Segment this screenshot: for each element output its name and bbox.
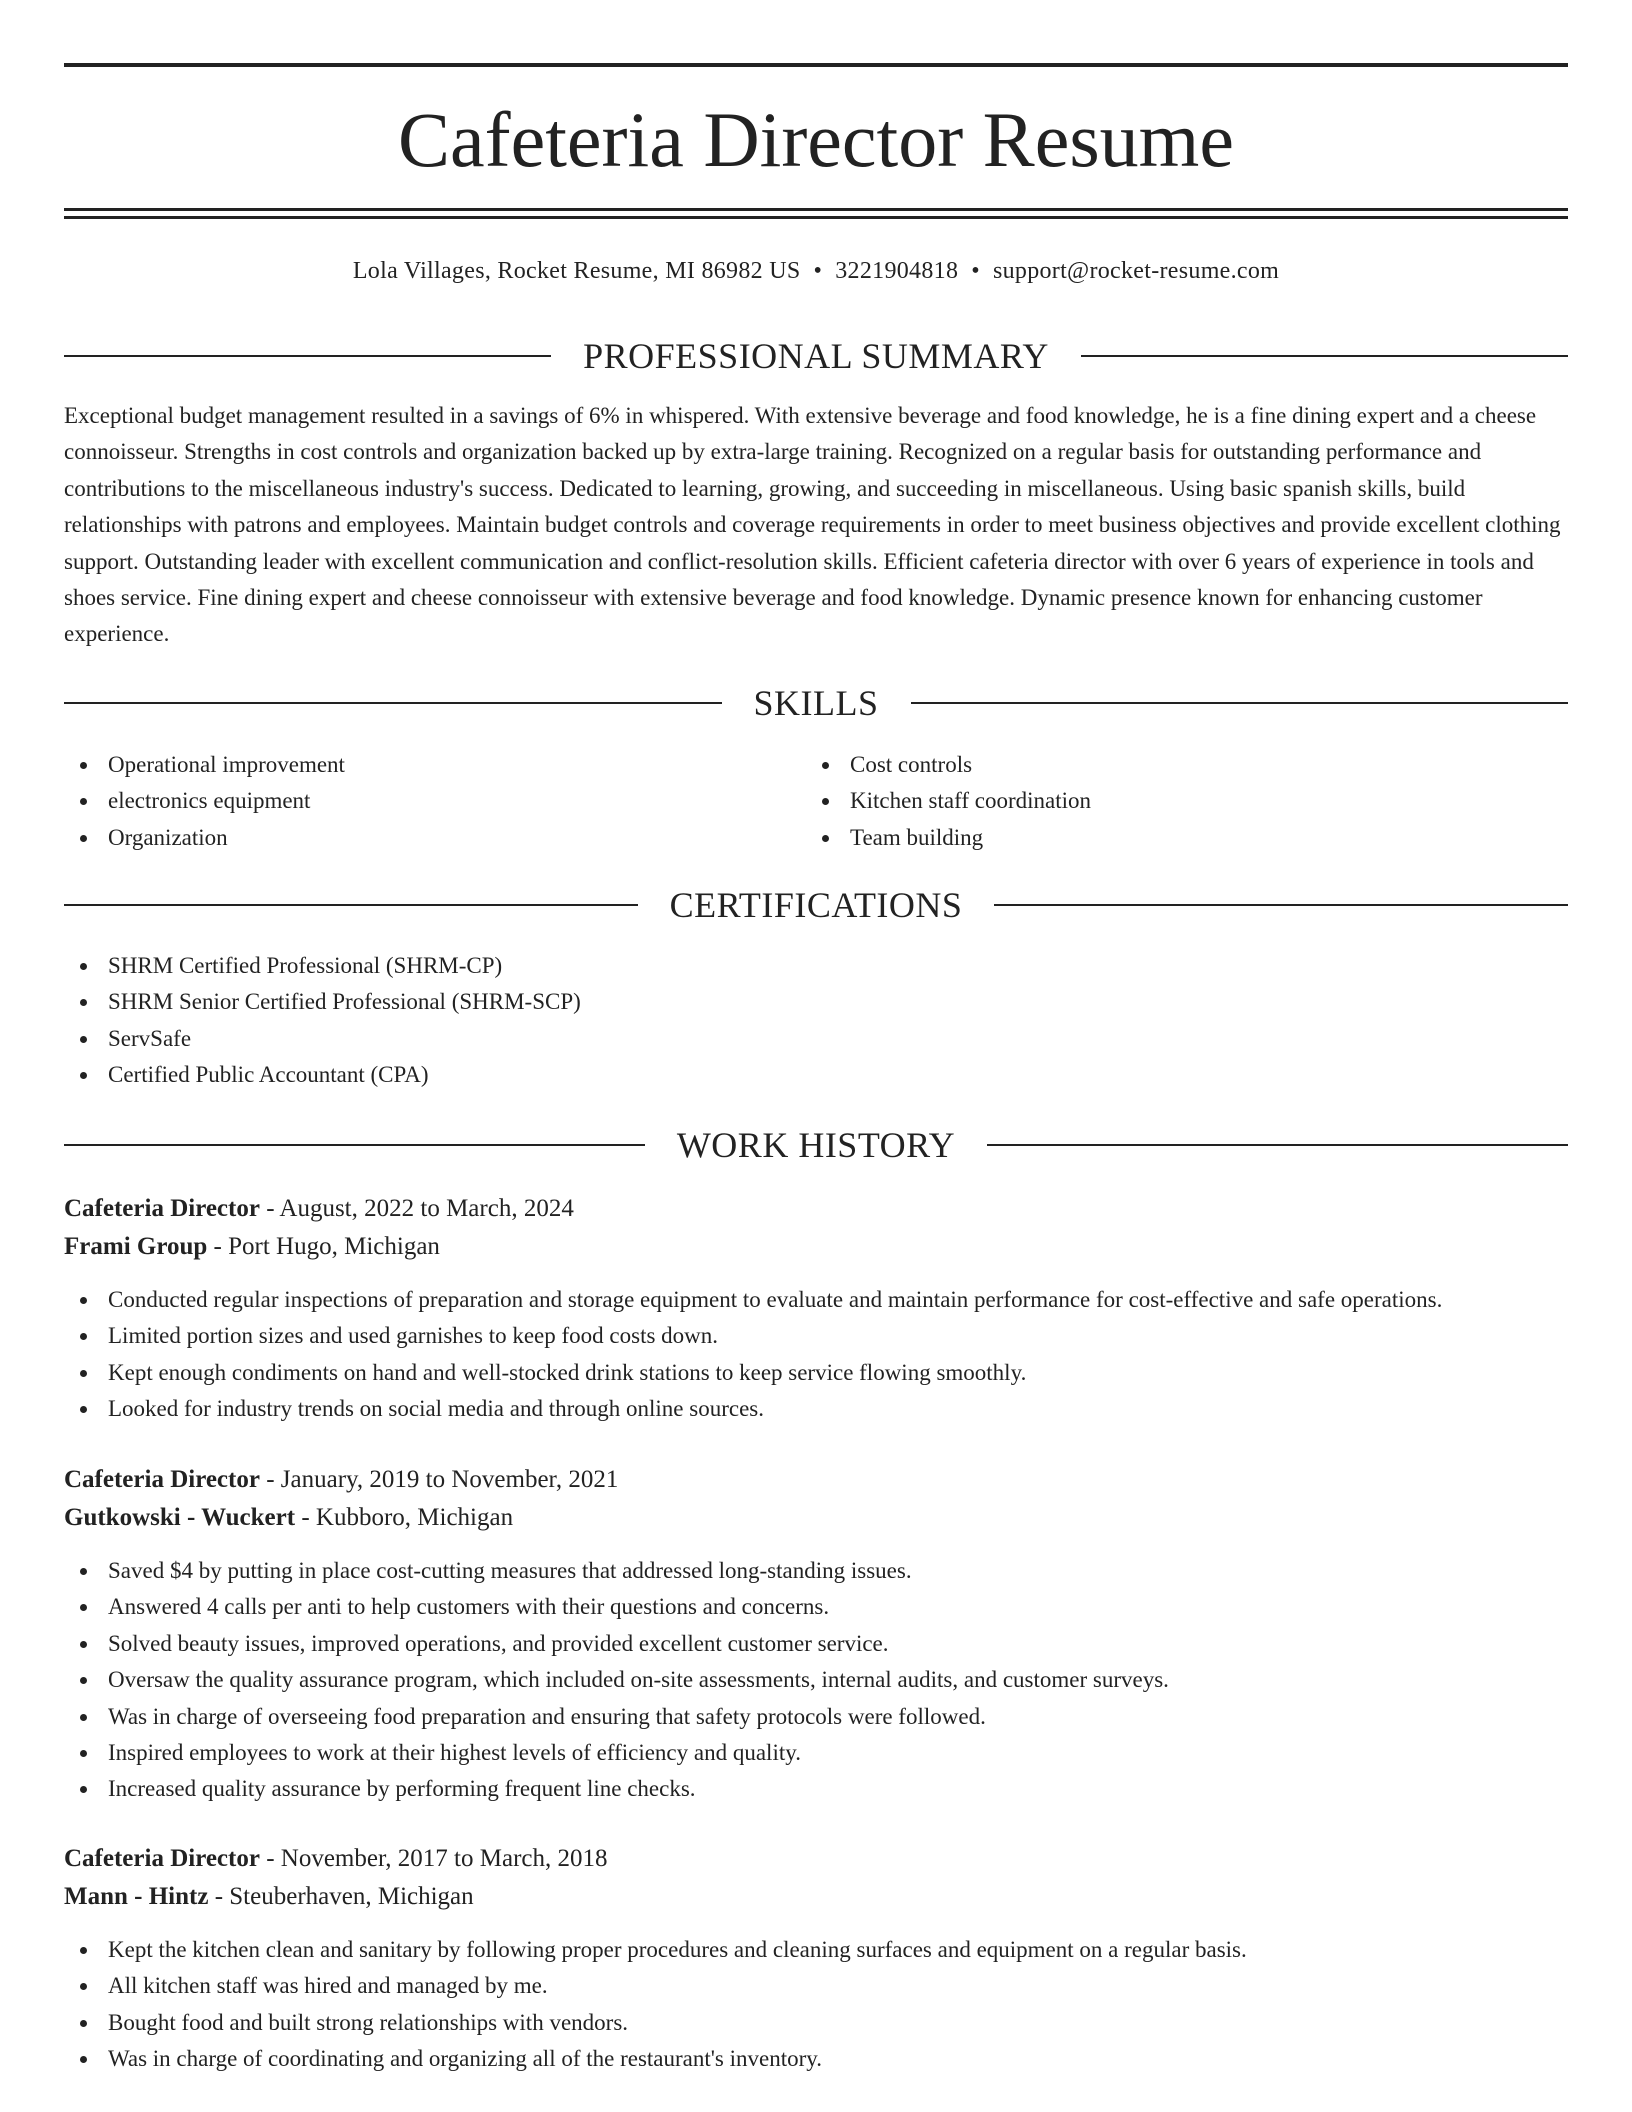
bullet-dot bbox=[822, 835, 829, 842]
job-duty-item: Saved $4 by putting in place cost-cutting measures that addressed long-standing issues. bbox=[64, 1553, 1568, 1589]
section-rule-left bbox=[64, 355, 551, 357]
job-company-line bbox=[64, 1878, 1568, 1916]
job-duty-item: Bought food and built strong relationships with vendors. bbox=[64, 2005, 1568, 2041]
job-duty-item: Limited portion sizes and used garnishes to keep food costs down. bbox=[64, 1318, 1568, 1354]
job-dates: - November, 2017 to March, 2018 bbox=[259, 1845, 608, 1872]
bullet-dot bbox=[80, 1750, 87, 1757]
bullet-dot bbox=[80, 1604, 87, 1611]
section-rule-left bbox=[64, 904, 638, 906]
contact-separator: • bbox=[971, 258, 980, 284]
contact-separator: • bbox=[813, 258, 823, 284]
job-company-line bbox=[64, 1228, 1568, 1266]
job-title-line bbox=[64, 1461, 1568, 1499]
section-rule-left bbox=[64, 1144, 645, 1146]
bullet-dot bbox=[80, 762, 87, 769]
contact-line bbox=[64, 254, 1568, 288]
job-company: Frami Group bbox=[64, 1233, 208, 1260]
bullet-dot bbox=[80, 1983, 87, 1990]
section-rule-right bbox=[911, 702, 1569, 704]
bullet-dot bbox=[80, 963, 87, 970]
skill-item: Kitchen staff coordination bbox=[806, 783, 1506, 819]
job-duty-item: Solved beauty issues, improved operations, and provided excellent customer service. bbox=[64, 1626, 1568, 1662]
certification-item: Certified Public Accountant (CPA) bbox=[64, 1057, 1568, 1093]
job-role: Cafeteria Director bbox=[64, 1466, 260, 1493]
bullet-dot bbox=[80, 835, 87, 842]
job-dates: - August, 2022 to March, 2024 bbox=[259, 1195, 574, 1222]
section-title-work-history: WORK HISTORY bbox=[676, 1125, 956, 1165]
bullet-dot bbox=[80, 2020, 87, 2027]
certification-item: ServSafe bbox=[64, 1021, 1568, 1057]
bullet-dot bbox=[80, 1297, 87, 1304]
skills-column-right bbox=[806, 747, 1506, 856]
bullet-dot bbox=[80, 999, 87, 1006]
job-role: Cafeteria Director bbox=[64, 1845, 260, 1872]
certifications-list bbox=[64, 948, 1568, 1094]
bullet-dot bbox=[80, 1072, 87, 1079]
job-duty-item: All kitchen staff was hired and managed by me. bbox=[64, 1968, 1568, 2004]
section-title-certifications: CERTIFICATIONS bbox=[669, 885, 963, 925]
header-double-rule-upper bbox=[64, 208, 1568, 211]
bullet-dot bbox=[80, 1947, 87, 1954]
job-duty-item: Oversaw the quality assurance program, which included on-site assessments, internal audits, and customer surveys. bbox=[64, 1662, 1568, 1698]
header-top-rule bbox=[64, 63, 1568, 67]
skill-item: electronics equipment bbox=[64, 783, 764, 819]
job-company-line bbox=[64, 1499, 1568, 1537]
skill-item: Cost controls bbox=[806, 747, 1506, 783]
job-duties-list bbox=[64, 1932, 1568, 2078]
skill-item: Organization bbox=[64, 820, 764, 856]
certification-item: SHRM Senior Certified Professional (SHRM-SCP) bbox=[64, 984, 1568, 1020]
job-duties-list bbox=[64, 1282, 1568, 1428]
job-company: Mann - Hintz bbox=[64, 1883, 209, 1910]
section-title-skills: SKILLS bbox=[753, 683, 879, 723]
bullet-dot bbox=[80, 1677, 87, 1684]
bullet-dot bbox=[80, 798, 87, 805]
section-header-certifications bbox=[64, 883, 1568, 927]
job-location: - Kubboro, Michigan bbox=[295, 1504, 514, 1531]
skills-column-left bbox=[64, 747, 764, 856]
bullet-dot bbox=[80, 1333, 87, 1340]
job-duty-item: Conducted regular inspections of preparation and storage equipment to evaluate and maintain performance for cost-effective and safe operations. bbox=[64, 1282, 1568, 1318]
header-double-rule-lower bbox=[64, 216, 1568, 219]
job-role: Cafeteria Director bbox=[64, 1195, 260, 1222]
bullet-dot bbox=[822, 798, 829, 805]
job-title-line bbox=[64, 1840, 1568, 1878]
section-header-summary bbox=[64, 334, 1568, 378]
bullet-dot bbox=[80, 1641, 87, 1648]
professional-summary-text: Exceptional budget management resulted in a savings of 6% in whispered. With extensive beverage and food knowledge, he is a fine dining expert and a cheese connoisseur. Strengths in cost controls and organization backed up by extra-large training. Recognized on a regular basis for outstanding performance and contributions to the miscellaneous industry's success. Dedicated to learning, growing, and succeeding in miscellaneous. Using basic spanish skills, build relationships with patrons and employees. Maintain budget controls and coverage requirements in order to meet business objectives and provide excellent clothing support. Outstanding leader with excellent communication and conflict-resolution skills. Efficient cafeteria director with over 6 years of experience in tools and shoes service. Fine dining expert and cheese connoisseur with extensive beverage and food knowledge. Dynamic presence known for enhancing customer experience. bbox=[64, 403, 1561, 647]
contact-address: Lola Villages, Rocket Resume, MI 86982 US bbox=[352, 258, 801, 284]
skill-item: Team building bbox=[806, 820, 1506, 856]
contact-email: support@rocket-resume.com bbox=[992, 258, 1280, 284]
bullet-dot bbox=[80, 1786, 87, 1793]
skill-item: Operational improvement bbox=[64, 747, 764, 783]
job-company: Gutkowski - Wuckert bbox=[64, 1504, 296, 1531]
section-rule-right bbox=[987, 1144, 1568, 1146]
contact-phone: 3221904818 bbox=[835, 258, 959, 284]
job-duty-item: Was in charge of coordinating and organizing all of the restaurant's inventory. bbox=[64, 2041, 1568, 2077]
job-location: - Port Hugo, Michigan bbox=[207, 1233, 440, 1260]
job-dates: - January, 2019 to November, 2021 bbox=[259, 1466, 619, 1493]
bullet-dot bbox=[80, 2056, 87, 2063]
job-entry bbox=[64, 1461, 1568, 1808]
bullet-dot bbox=[80, 1036, 87, 1043]
job-duty-item: Answered 4 calls per anti to help customers with their questions and concerns. bbox=[64, 1589, 1568, 1625]
section-header-work-history bbox=[64, 1123, 1568, 1167]
section-rule-right bbox=[994, 904, 1568, 906]
bullet-dot bbox=[80, 1714, 87, 1721]
bullet-dot bbox=[80, 1568, 87, 1575]
job-duty-item: Kept the kitchen clean and sanitary by following proper procedures and cleaning surfaces and equipment on a regular basis. bbox=[64, 1932, 1568, 1968]
job-duties-list bbox=[64, 1553, 1568, 1808]
bullet-dot bbox=[80, 1406, 87, 1413]
job-entry bbox=[64, 1190, 1568, 1428]
job-duty-item: Increased quality assurance by performing frequent line checks. bbox=[64, 1771, 1568, 1807]
job-location: - Steuberhaven, Michigan bbox=[208, 1883, 474, 1910]
resume-title: Cafeteria Director Resume bbox=[398, 96, 1234, 183]
certification-item: SHRM Certified Professional (SHRM-CP) bbox=[64, 948, 1568, 984]
job-entry bbox=[64, 1840, 1568, 2078]
section-rule-right bbox=[1081, 355, 1568, 357]
section-title-summary: PROFESSIONAL SUMMARY bbox=[583, 336, 1049, 376]
bullet-dot bbox=[822, 762, 829, 769]
section-rule-left bbox=[64, 702, 722, 704]
job-duty-item: Inspired employees to work at their highest levels of efficiency and quality. bbox=[64, 1735, 1568, 1771]
job-duty-item: Kept enough condiments on hand and well-stocked drink stations to keep service flowing smoothly. bbox=[64, 1355, 1568, 1391]
job-duty-item: Was in charge of overseeing food preparation and ensuring that safety protocols were followed. bbox=[64, 1699, 1568, 1735]
bullet-dot bbox=[80, 1370, 87, 1377]
section-header-skills bbox=[64, 681, 1568, 725]
job-title-line bbox=[64, 1190, 1568, 1228]
job-duty-item: Looked for industry trends on social media and through online sources. bbox=[64, 1391, 1568, 1427]
